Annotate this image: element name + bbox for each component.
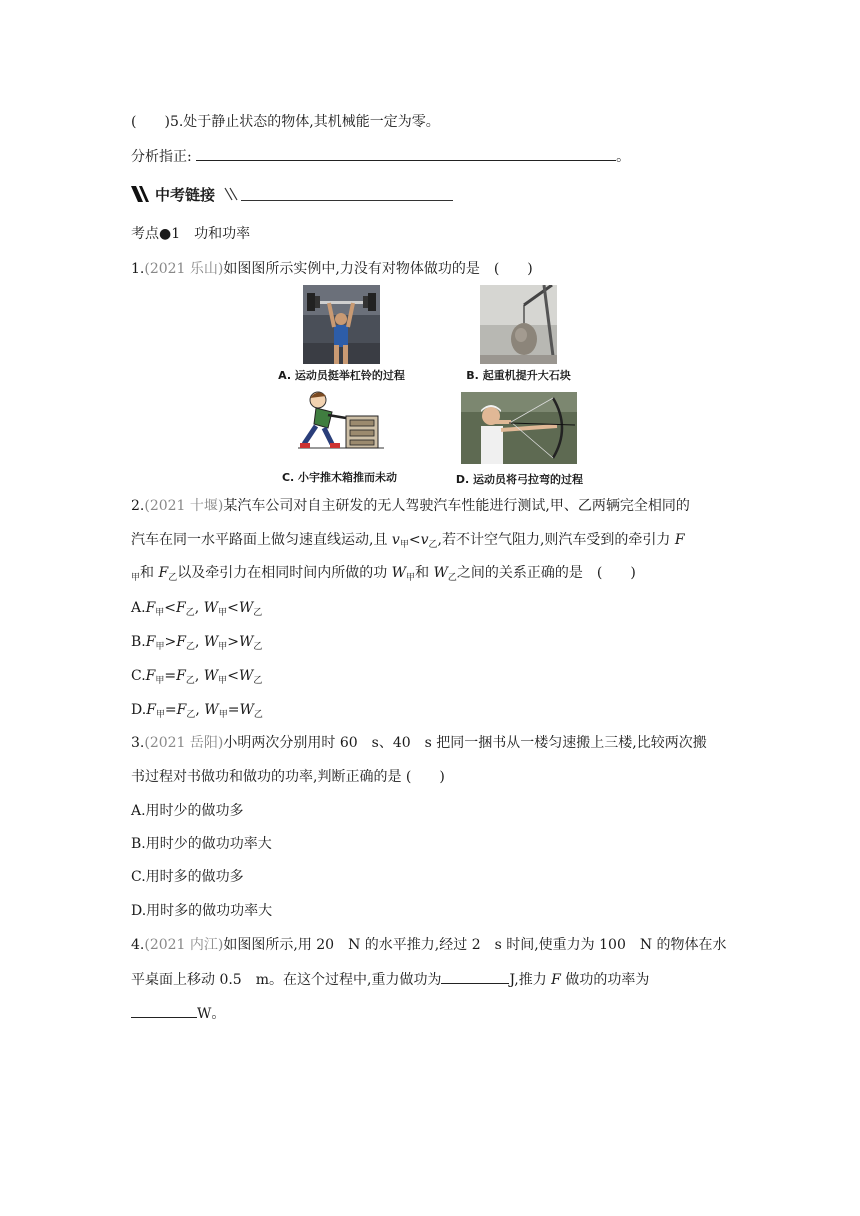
q4-text-1: 如图图所示,用 20 N 的水平推力,经过 2 s 时间,使重力为 100 N 的物体在水 (223, 937, 727, 953)
figure-a-weightlifter (303, 285, 380, 364)
q2-line-1 (131, 496, 690, 516)
var-W: W (203, 668, 219, 684)
q3-text-1: 小明两次分别用时 60 s、40 s 把同一捆书从一楼匀速搬上三楼,比较两次搬 (223, 735, 707, 751)
analysis-label: 分析指正: (131, 149, 192, 165)
sub-jia: 甲 (406, 573, 416, 583)
q2-option-d[interactable] (131, 700, 263, 725)
analysis-end: 。 (616, 149, 631, 165)
sub-yi: 乙 (185, 642, 195, 652)
var-W: W (433, 565, 448, 581)
q4-line-2 (131, 969, 649, 990)
q2-number: 2. (131, 498, 145, 514)
analysis-line (131, 146, 630, 167)
sub-yi: 乙 (447, 573, 457, 583)
q1-number: 1. (131, 261, 145, 277)
q2-option-c[interactable] (131, 666, 262, 691)
q4-line-1 (131, 935, 727, 955)
q2-text-2a: 汽车在同一水平路面上做匀速直线运动,且 (131, 532, 392, 548)
var-W: W (204, 702, 219, 718)
sub-jia: 甲 (399, 540, 409, 550)
topic-label: 考点●1 功和功率 (131, 226, 251, 242)
var-F: F (145, 634, 156, 650)
q3-option-b[interactable]: B.用时少的做功功率大 (131, 836, 272, 852)
var-W: W (238, 668, 254, 684)
var-F: F (176, 634, 186, 650)
var-W: W (238, 600, 254, 616)
q2-text-1: 某汽车公司对自主研发的无人驾驶汽车性能进行测试,甲、乙两辆完全相同的 (223, 498, 690, 514)
sub-jia: 甲 (218, 642, 228, 652)
rel-lt: < (408, 532, 421, 548)
q1-text: 如图图所示实例中,力没有对物体做功的是 ( ) (223, 261, 533, 277)
comma: , (194, 600, 204, 616)
q3-source: (2021 岳阳) (144, 735, 224, 751)
q4-text-2b: J,推力 (509, 972, 552, 988)
var-v-jia: v (391, 532, 400, 548)
var-F: F (158, 565, 169, 581)
q1-source: (2021 乐山) (144, 261, 224, 277)
rel: > (164, 634, 177, 650)
q2-source: (2021 十堰) (144, 498, 224, 514)
q4-text-2c: 做功的功率为 (560, 972, 650, 988)
var-W: W (203, 600, 219, 616)
comma: , (194, 634, 204, 650)
judge-item-5 (131, 112, 440, 132)
sub-jia: 甲 (155, 642, 165, 652)
sub-jia: 甲 (155, 608, 165, 618)
caption-d: D. 运动员将弓拉弯的过程 (455, 473, 584, 486)
q4-text-3: W。 (197, 1006, 226, 1022)
comma: , (195, 702, 205, 718)
q4-blank-gravity-work[interactable] (441, 969, 509, 984)
var-F: F (176, 702, 187, 718)
option-label: D. (131, 702, 147, 718)
q2-option-a[interactable] (131, 598, 262, 623)
rel: = (164, 702, 177, 718)
q2-text-3a: 以及牵引力在相同时间内所做的功 (177, 565, 392, 581)
figure-c-pushing-box (292, 388, 388, 454)
sub-yi: 乙 (253, 676, 263, 686)
sub-yi: 乙 (428, 540, 438, 550)
q4-number: 4. (131, 937, 145, 953)
sub-jia: 甲 (218, 608, 228, 618)
sub-yi: 乙 (253, 710, 263, 720)
q1-stem (131, 259, 533, 279)
var-W: W (239, 702, 254, 718)
q2-option-b[interactable] (131, 632, 262, 657)
q2-line-2 (131, 530, 685, 555)
var-W: W (239, 634, 254, 650)
rel: > (227, 634, 239, 650)
q4-line-3 (131, 1003, 225, 1024)
judge-item-5-text: 5.处于静止状态的物体,其机械能一定为零。 (169, 114, 440, 130)
sub-yi: 乙 (185, 608, 195, 618)
caption-b: B. 起重机提升大石块 (466, 369, 571, 382)
q2-and: 和 (140, 565, 159, 581)
rel: = (227, 702, 240, 718)
q2-line-3 (131, 563, 636, 588)
option-label: B. (131, 634, 146, 650)
answer-paren: ( ) (131, 114, 170, 130)
var-F: F (176, 600, 186, 616)
section-rule (241, 200, 453, 201)
sub-yi: 乙 (253, 608, 263, 618)
sub-yi: 乙 (253, 642, 263, 652)
q3-option-d[interactable]: D.用时多的做功功率大 (131, 903, 273, 919)
q2-text-2b: ,若不计空气阻力,则汽车受到的牵引力 (437, 532, 675, 548)
option-label: C. (131, 668, 146, 684)
sub-jia: 甲 (218, 710, 228, 720)
sub-jia: 甲 (155, 676, 165, 686)
section-marker-icon (131, 186, 149, 202)
q3-line-2: 书过程对书做功和做功的功率,判断正确的是 ( ) (131, 769, 445, 785)
section-title: 中考链接 (155, 185, 216, 204)
q4-source: (2021 内江) (144, 937, 224, 953)
rel: < (227, 668, 239, 684)
figure-b-crane (480, 285, 557, 364)
section-header (131, 183, 453, 205)
q3-option-a[interactable]: A.用时少的做功多 (131, 803, 244, 819)
var-F: F (674, 532, 685, 548)
sub-jia: 甲 (218, 676, 228, 686)
q4-blank-power[interactable] (131, 1003, 197, 1018)
q4-text-2a: 平桌面上移动 0.5 m。在这个过程中,重力做功为 (131, 972, 442, 988)
option-label: A. (131, 600, 146, 616)
sub-yi: 乙 (168, 573, 178, 583)
var-F: F (146, 702, 156, 718)
var-F: F (176, 668, 186, 684)
sub-yi: 乙 (185, 676, 195, 686)
var-F: F (145, 668, 156, 684)
q3-line-1 (131, 733, 707, 753)
var-F: F (145, 600, 156, 616)
analysis-blank[interactable] (196, 146, 616, 161)
var-W: W (391, 565, 407, 581)
caption-c: C. 小宇推木箱推而未动 (281, 471, 398, 484)
var-F: F (551, 972, 561, 988)
var-v-yi: v (420, 532, 429, 548)
section-tail-icon (223, 186, 241, 202)
sub-yi: 乙 (186, 710, 196, 720)
q3-number: 3. (131, 735, 145, 751)
q2-text-3b: 之间的关系正确的是 ( ) (456, 565, 636, 581)
rel: = (164, 668, 177, 684)
rel: < (164, 600, 177, 616)
sub-jia: 甲 (155, 710, 165, 720)
caption-a: A. 运动员挺举杠铃的过程 (278, 369, 405, 382)
comma: , (194, 668, 204, 684)
figure-d-archer (461, 392, 577, 464)
rel: < (227, 600, 239, 616)
q2-and: 和 (415, 565, 434, 581)
var-W: W (203, 634, 219, 650)
q3-option-c[interactable]: C.用时多的做功多 (131, 869, 244, 885)
sub-jia: 甲 (131, 573, 141, 583)
